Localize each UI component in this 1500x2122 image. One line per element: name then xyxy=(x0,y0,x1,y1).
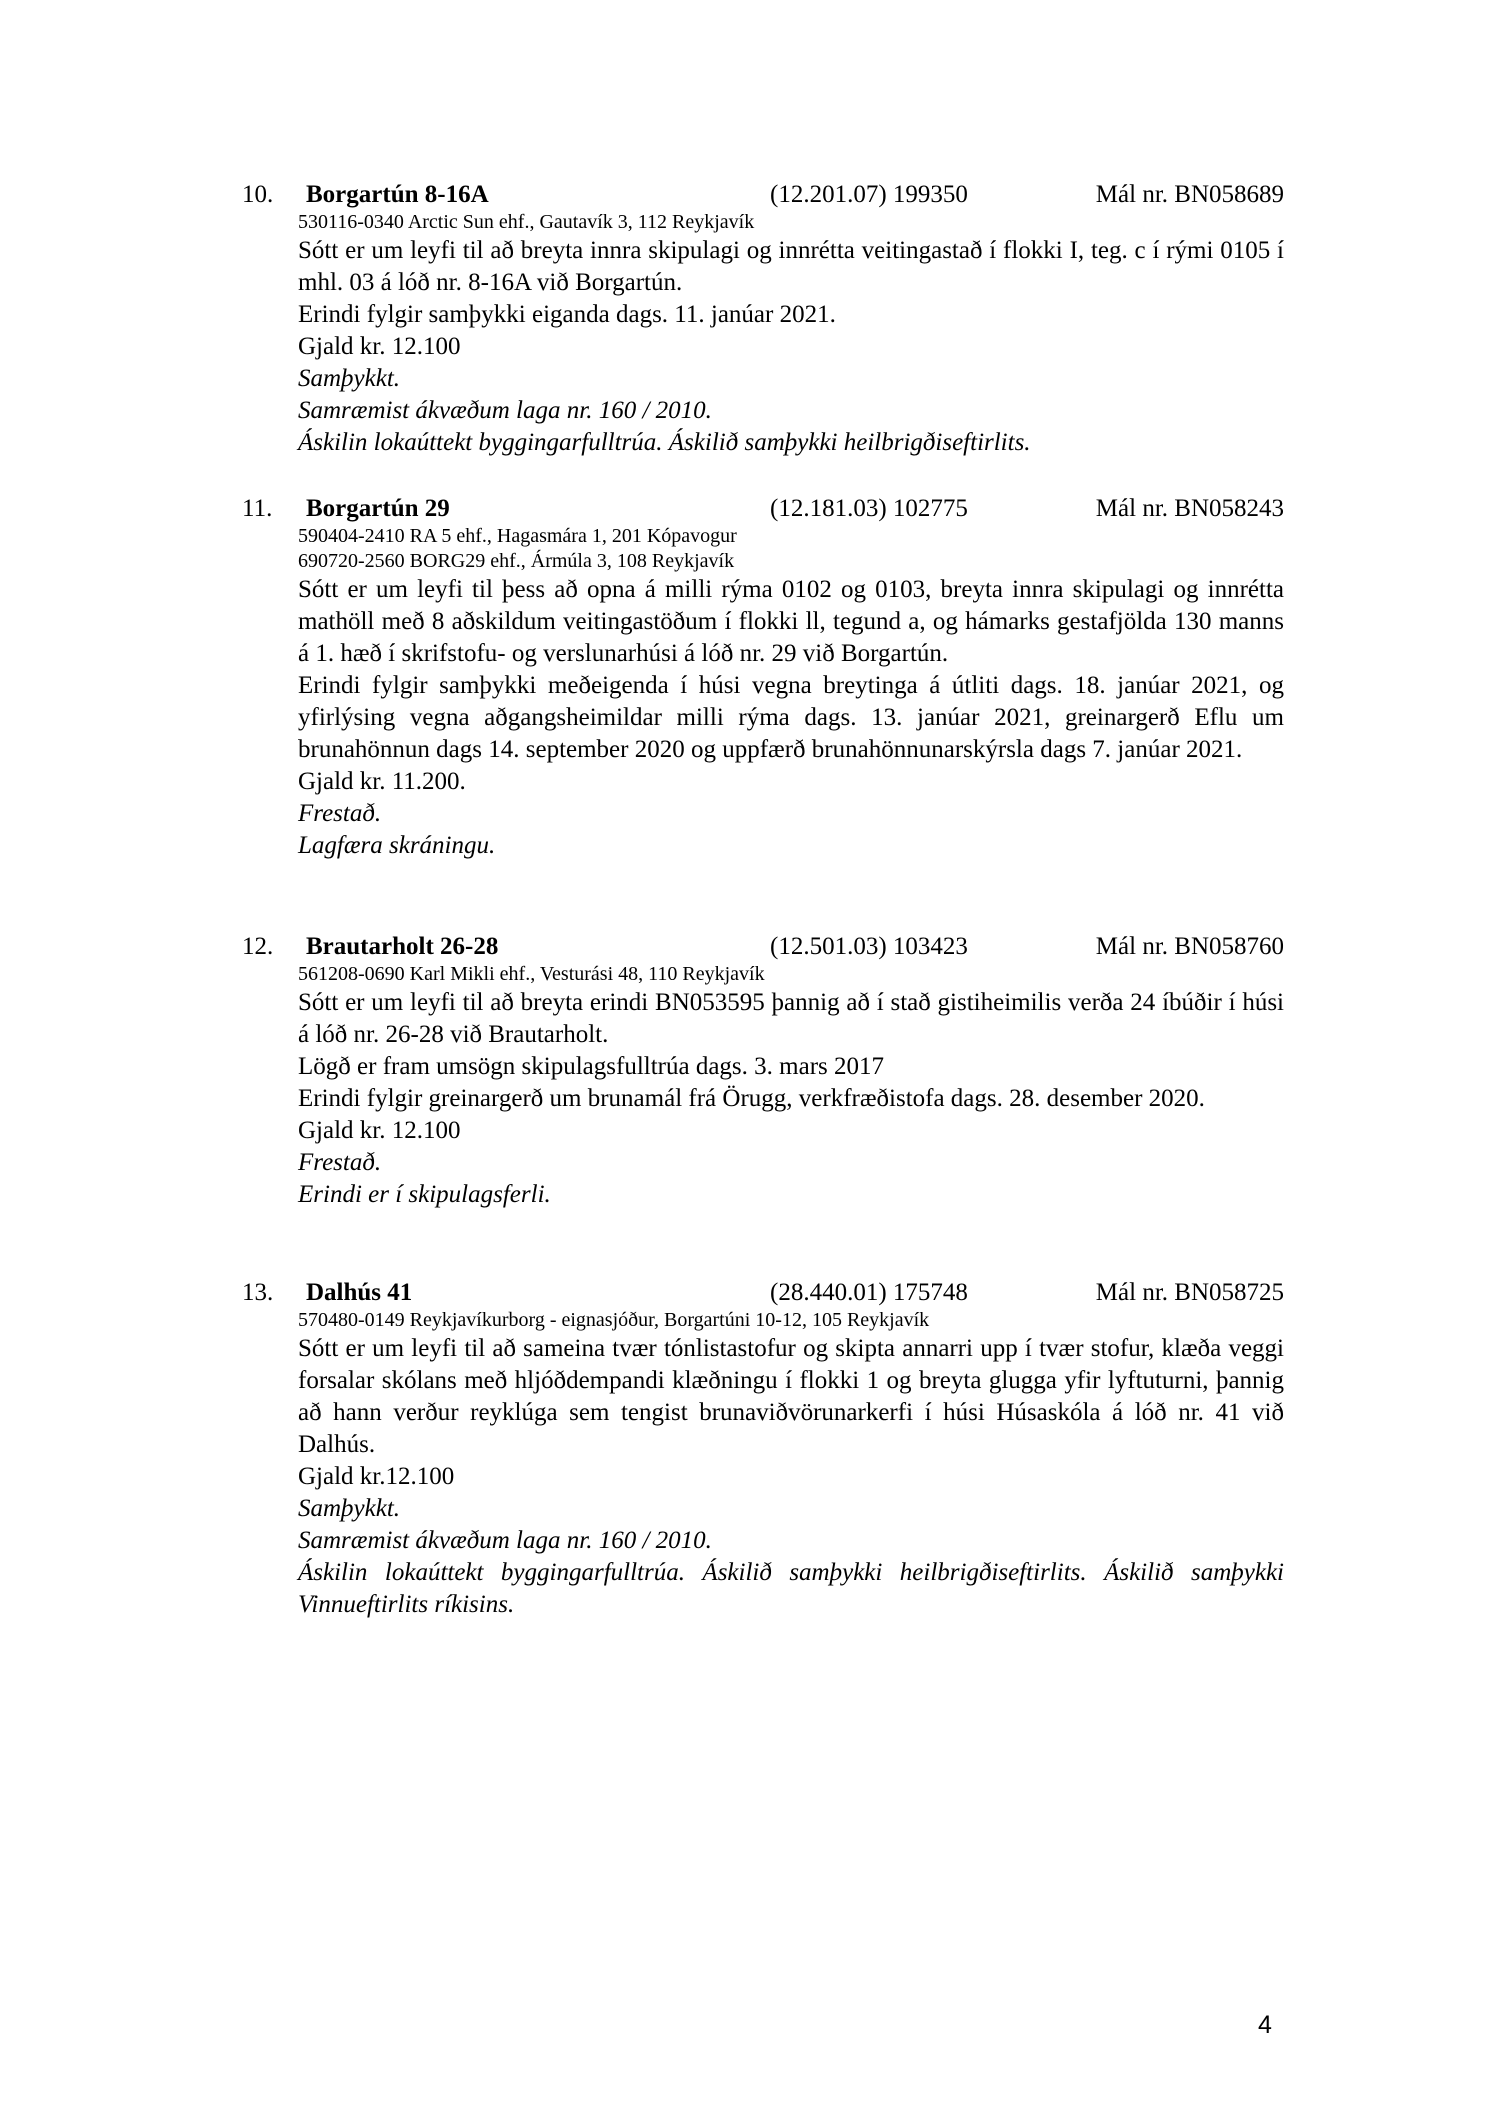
applicant-line: 561208-0690 Karl Mikli ehf., Vesturási 48, 110 Reykjavík xyxy=(298,963,765,985)
entry-heading xyxy=(242,932,1284,962)
attachment-paragraph: Erindi fylgir samþykki meðeigenda í húsi vegna breytinga á útliti dags. 18. janúar 2021, og yfirlýsing vegna aðgangsheimildar milli rýma dags. 13. janúar 2021, greinargerð Eflu um brunahönnun dags 14. september 2020 og uppfærð brunahönnunarskýrsla dags 7. janúar 2021. xyxy=(298,672,1284,763)
entry-number: 12. xyxy=(242,933,274,960)
attachment-paragraph: Erindi fylgir samþykki eiganda dags. 11. janúar 2021. xyxy=(298,301,836,328)
entry-land-reference: (12.201.07) 199350 xyxy=(770,181,968,208)
page-number: 4 xyxy=(1258,2011,1272,2039)
decision-line: Áskilin lokaúttekt byggingarfulltrúa. Áskilið samþykki heilbrigðiseftirlits. Áskilið samþykki Vinnueftirlits ríkisins. xyxy=(298,1559,1284,1618)
entry-11 xyxy=(242,494,1284,862)
entry-12 xyxy=(242,932,1284,1211)
entry-case-number: Mál nr. BN058725 xyxy=(1095,1279,1284,1306)
entry-land-reference: (12.181.03) 102775 xyxy=(770,495,968,522)
decision-line: Erindi er í skipulagsferli. xyxy=(298,1181,551,1208)
decision-line: Samþykkt. xyxy=(298,1495,401,1522)
entry-address: Dalhús 41 xyxy=(306,1279,413,1306)
decision-line: Samræmist ákvæðum laga nr. 160 / 2010. xyxy=(298,1527,712,1554)
decision-line: Lagfæra skráningu. xyxy=(298,832,496,859)
fee-line: Gjald kr. 11.200. xyxy=(298,768,466,795)
applicant-line: 690720-2560 BORG29 ehf., Ármúla 3, 108 Reykjavík xyxy=(298,550,735,572)
fee-line: Gjald kr. 12.100 xyxy=(298,1117,461,1144)
description-paragraph: Sótt er um leyfi til að sameina tvær tónlistastofur og skipta annarri upp í tvær stofur, klæða veggi forsalar skólans með hljóðdempandi klæðningu í flokki 1 og breyta glugga yfir lyftuturni, þannig að hann verður reyklúga sem tengist brunaviðvörunarkerfi í húsi Húsaskóla á lóð nr. 41 við Dalhús. xyxy=(298,1335,1284,1458)
decision-line: Samþykkt. xyxy=(298,365,401,392)
entry-number: 13. xyxy=(242,1279,274,1306)
entry-body xyxy=(298,524,1284,862)
entry-10 xyxy=(242,180,1284,459)
entry-heading xyxy=(242,494,1284,524)
entry-land-reference: (28.440.01) 175748 xyxy=(770,1279,968,1306)
fee-line: Gjald kr.12.100 xyxy=(298,1463,455,1490)
decision-line: Áskilin lokaúttekt byggingarfulltrúa. Áskilið samþykki heilbrigðiseftirlits. xyxy=(298,429,1031,456)
review-paragraph: Lögð er fram umsögn skipulagsfulltrúa dags. 3. mars 2017 xyxy=(298,1053,885,1080)
entry-address: Borgartún 29 xyxy=(306,495,450,522)
entry-heading xyxy=(242,1278,1284,1308)
entry-heading xyxy=(242,180,1284,210)
entry-body xyxy=(298,962,1284,1211)
decision-line: Frestað. xyxy=(298,800,382,827)
entry-land-reference: (12.501.03) 103423 xyxy=(770,933,968,960)
entry-body xyxy=(298,1308,1284,1621)
decision-line: Frestað. xyxy=(298,1149,382,1176)
entry-address: Borgartún 8-16A xyxy=(306,181,489,208)
entry-case-number: Mál nr. BN058243 xyxy=(1095,495,1284,522)
fee-line: Gjald kr. 12.100 xyxy=(298,333,461,360)
description-paragraph: Sótt er um leyfi til þess að opna á milli rýma 0102 og 0103, breyta innra skipulagi og innrétta mathöll með 8 aðskildum veitingastöðum í flokki ll, tegund a, og hámarks gestafjölda 130 manns á 1. hæð í skrifstofu- og verslunarhúsi á lóð nr. 29 við Borgartún. xyxy=(298,576,1284,667)
description-paragraph: Sótt er um leyfi til að breyta erindi BN053595 þannig að í stað gistiheimilis verða 24 íbúðir í húsi á lóð nr. 26-28 við Brautarholt. xyxy=(298,989,1284,1048)
entry-number: 10. xyxy=(242,181,274,208)
applicant-line: 530116-0340 Arctic Sun ehf., Gautavík 3, 112 Reykjavík xyxy=(298,211,755,233)
description-paragraph: Sótt er um leyfi til að breyta innra skipulagi og innrétta veitingastað í flokki I, teg. c í rými 0105 í mhl. 03 á lóð nr. 8-16A við Borgartún. xyxy=(298,237,1284,296)
entry-case-number: Mál nr. BN058689 xyxy=(1095,181,1284,208)
decision-line: Samræmist ákvæðum laga nr. 160 / 2010. xyxy=(298,397,712,424)
entry-13 xyxy=(242,1278,1284,1621)
applicant-line: 590404-2410 RA 5 ehf., Hagasmára 1, 201 Kópavogur xyxy=(298,525,737,547)
entry-body xyxy=(298,210,1284,459)
entry-address: Brautarholt 26-28 xyxy=(306,933,499,960)
attachment-paragraph: Erindi fylgir greinargerð um brunamál frá Örugg, verkfræðistofa dags. 28. desember 2020. xyxy=(298,1085,1205,1112)
applicant-line: 570480-0149 Reykjavíkurborg - eignasjóður, Borgartúni 10-12, 105 Reykjavík xyxy=(298,1309,930,1331)
entry-number: 11. xyxy=(242,495,273,522)
entry-case-number: Mál nr. BN058760 xyxy=(1095,933,1284,960)
